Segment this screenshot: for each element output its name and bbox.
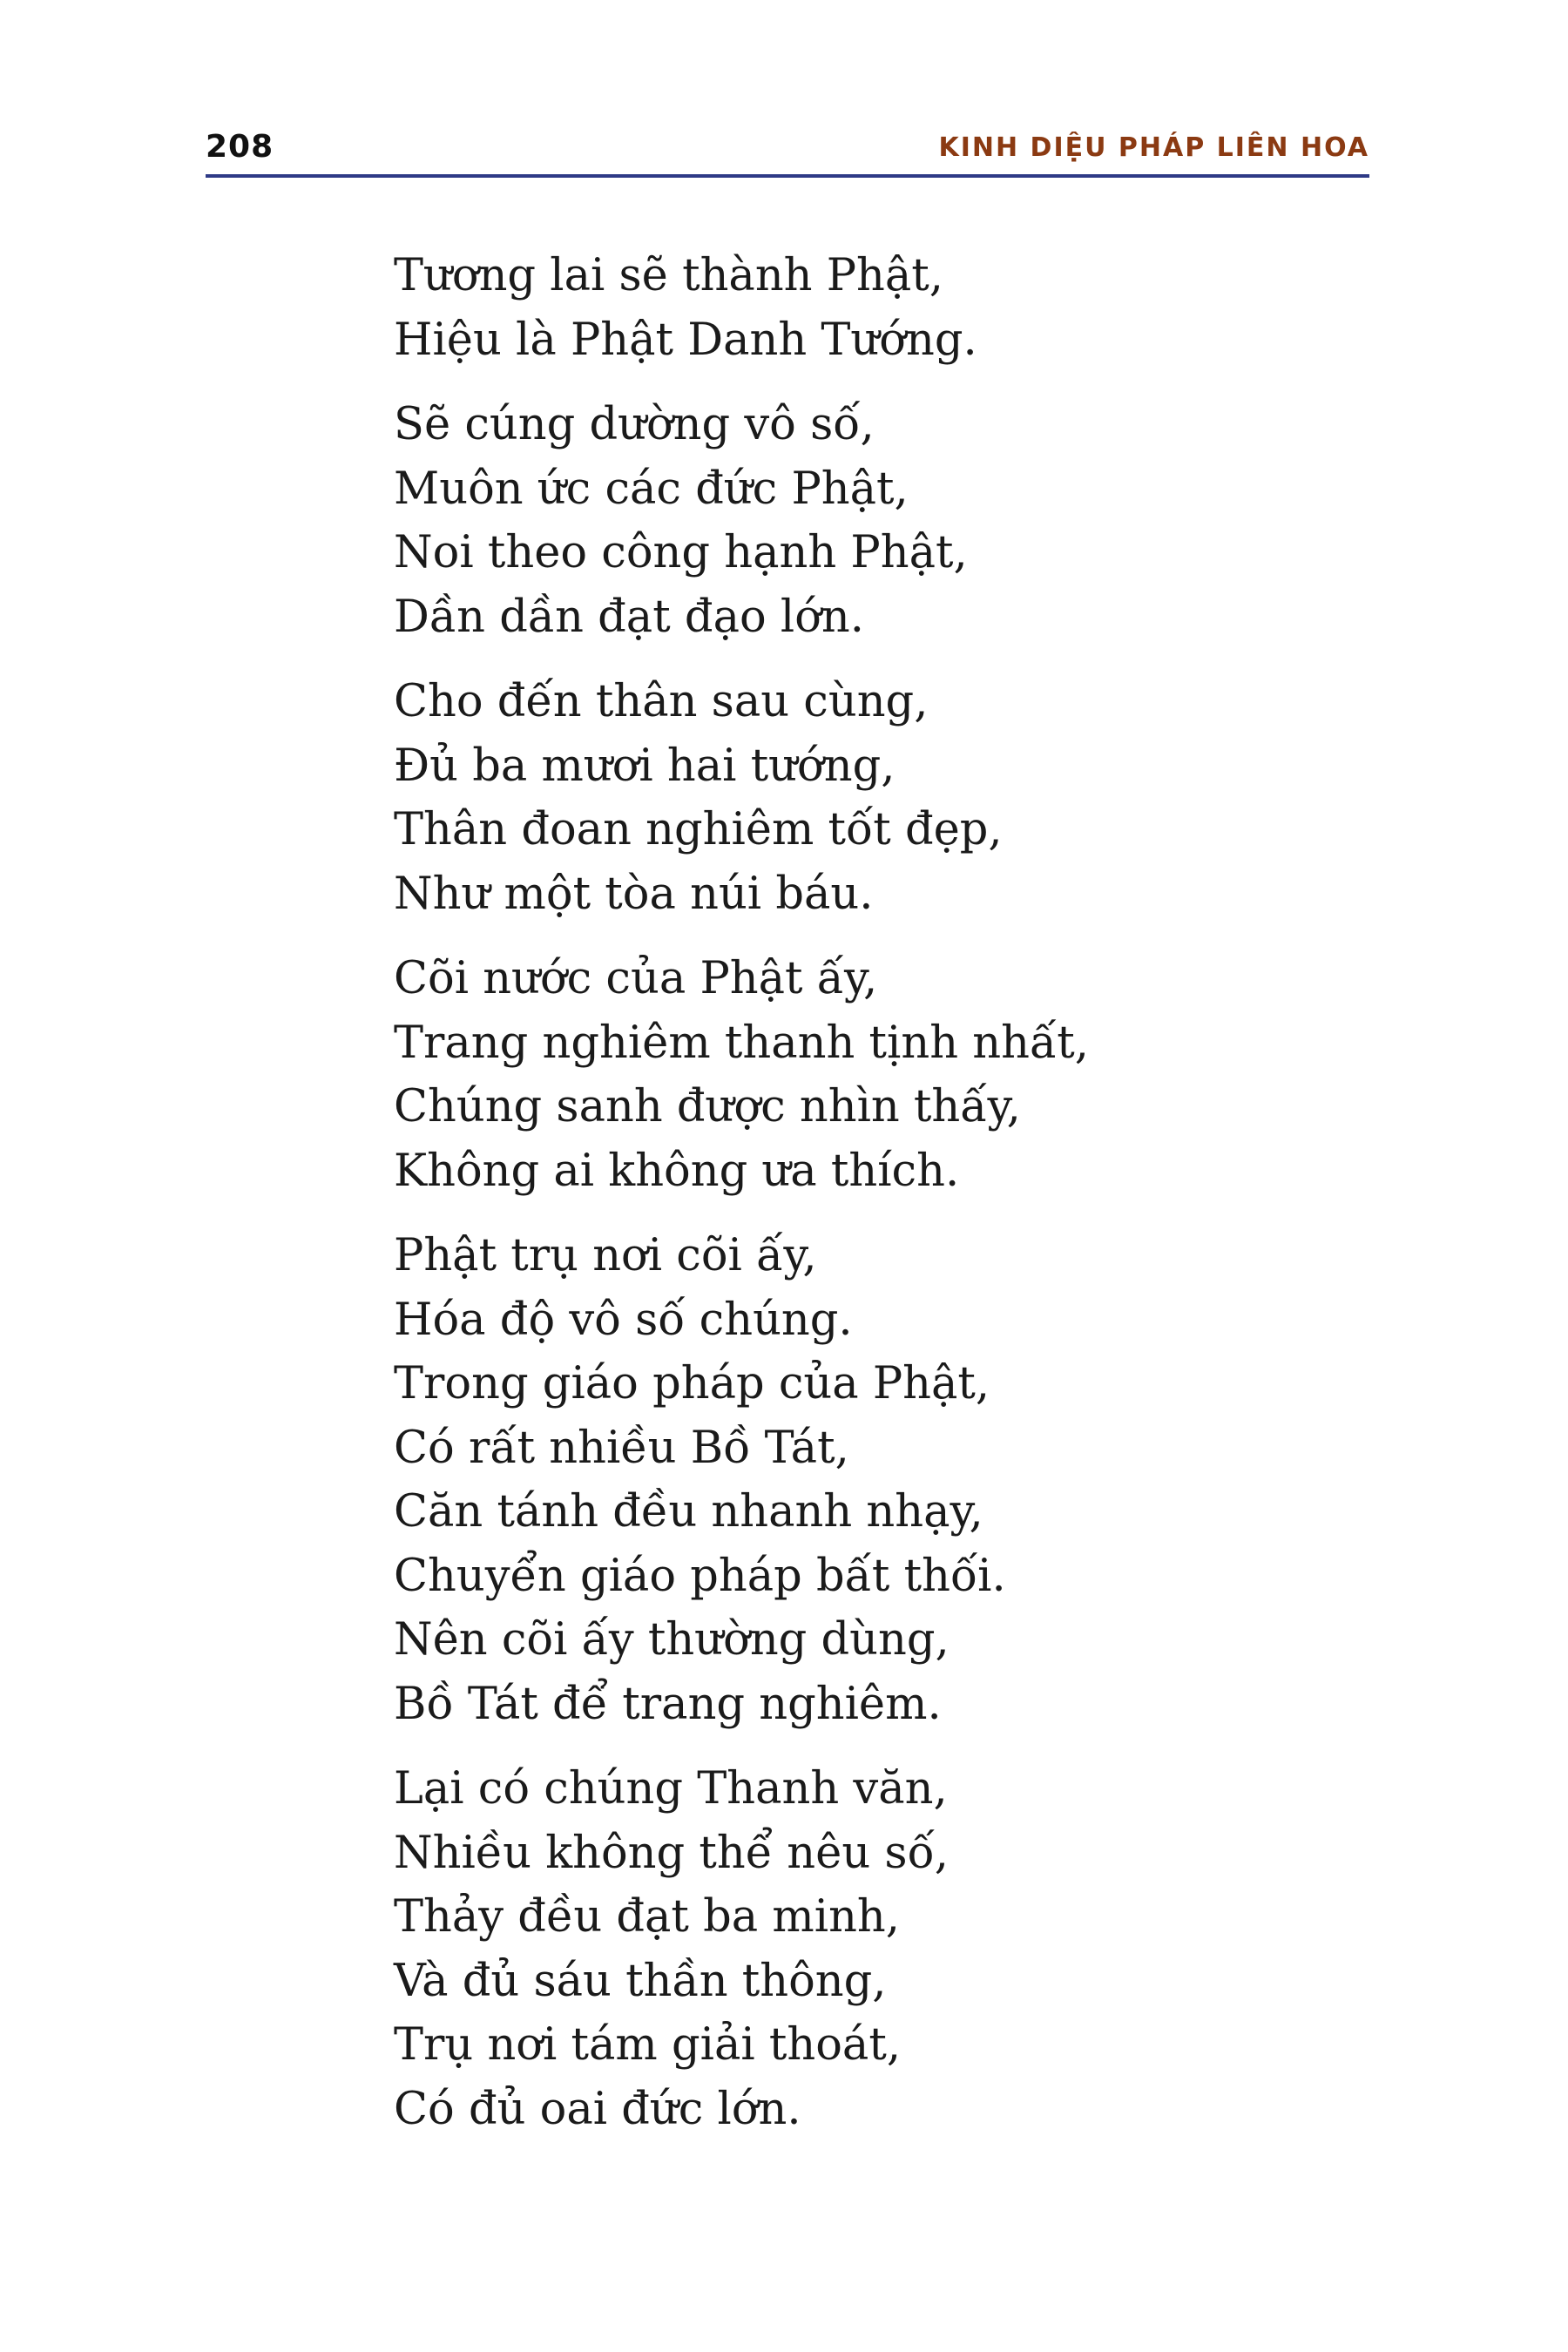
verse-line: Không ai không ưa thích.: [394, 1145, 960, 1197]
verse-line: Trụ nơi tám giải thoát,: [394, 2019, 902, 2071]
poem-body: [394, 244, 1352, 2162]
verse-line: Cho đến thân sau cùng,: [394, 676, 929, 727]
verse-line: Bồ Tát để trang nghiêm.: [394, 1678, 942, 1730]
verse-line: Đủ ba mươi hai tướng,: [394, 740, 896, 792]
stanza-3: [394, 670, 1352, 926]
verse-line: Nhiều không thể nêu số,: [394, 1827, 949, 1879]
header-divider: [206, 174, 1369, 178]
verse-line: Căn tánh đều nhanh nhạy,: [394, 1486, 983, 1538]
verse-line: Dần dần đạt đạo lớn.: [394, 591, 864, 643]
verse-line: Chúng sanh được nhìn thấy,: [394, 1081, 1021, 1132]
verse-line: Noi theo công hạnh Phật,: [394, 527, 968, 578]
verse-line: Hiệu là Phật Danh Tướng.: [394, 314, 977, 366]
verse-line: Phật trụ nơi cõi ấy,: [394, 1230, 817, 1281]
verse-line: Và đủ sáu thần thông,: [394, 1955, 887, 2007]
stanza-2: [394, 393, 1352, 649]
verse-line: Như một tòa núi báu.: [394, 868, 874, 920]
verse-line: Trong giáo pháp của Phật,: [394, 1358, 990, 1409]
stanza-1: [394, 244, 1352, 372]
verse-line: Sẽ cúng dường vô số,: [394, 399, 875, 450]
book-title: KINH DIỆU PHÁP LIÊN HOA: [938, 132, 1369, 163]
page-number: 208: [206, 129, 274, 165]
verse-line: Có rất nhiều Bồ Tát,: [394, 1422, 849, 1474]
verse-line: Chuyển giáo pháp bất thối.: [394, 1550, 1006, 1602]
stanza-6: [394, 1757, 1352, 2141]
verse-line: Nên cõi ấy thường dùng,: [394, 1614, 950, 1666]
stanza-4: [394, 947, 1352, 1203]
verse-line: Muôn ức các đức Phật,: [394, 463, 909, 515]
verse-line: Thân đoan nghiêm tốt đẹp,: [394, 804, 1003, 855]
verse-line: Thảy đều đạt ba minh,: [394, 1891, 900, 1943]
page-header: [206, 122, 1369, 172]
verse-line: Lại có chúng Thanh văn,: [394, 1763, 948, 1815]
verse-line: Tương lai sẽ thành Phật,: [394, 250, 944, 301]
verse-line: Cõi nước của Phật ấy,: [394, 953, 878, 1004]
stanza-5: [394, 1224, 1352, 1736]
verse-line: Hóa độ vô số chúng.: [394, 1294, 853, 1346]
verse-line: Trang nghiêm thanh tịnh nhất,: [394, 1017, 1089, 1069]
verse-line: Có đủ oai đức lớn.: [394, 2083, 801, 2135]
